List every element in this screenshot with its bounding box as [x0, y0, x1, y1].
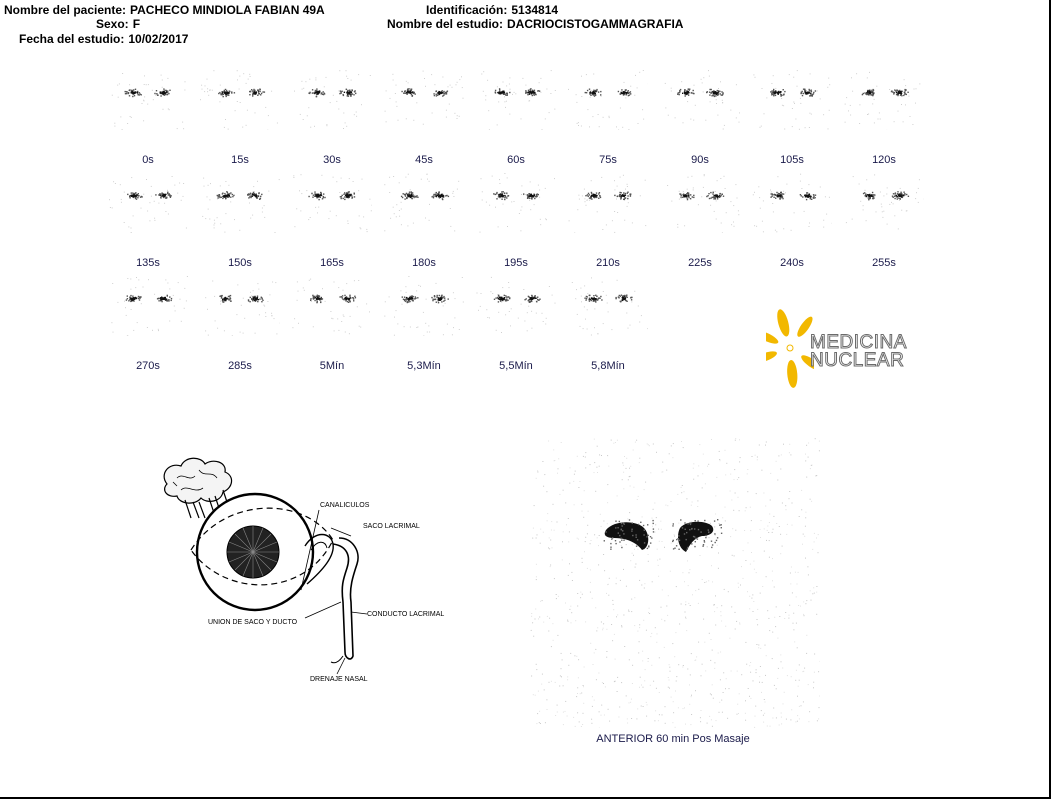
frame-time-label: 150s	[228, 257, 252, 269]
frame-time-label: 195s	[504, 257, 528, 269]
frame-time-label: 5,8Mín	[591, 360, 625, 372]
frame-time-label: 5Mín	[319, 360, 345, 372]
frame-time-label: 165s	[320, 257, 344, 269]
label-saco-lacrimal: SACO LACRIMAL	[363, 523, 420, 530]
frame-scan-image	[752, 173, 832, 233]
sex-value: F	[132, 17, 141, 31]
frame-scan-image	[108, 173, 188, 233]
frame-time-label: 105s	[780, 154, 804, 166]
frame-thumbnail	[108, 173, 188, 269]
identification-row	[426, 3, 558, 17]
frame-time-label: 285s	[228, 360, 252, 372]
study-name-value: DACRIOCISTOGAMMAGRAFIA	[507, 17, 684, 31]
frame-thumbnail	[660, 173, 740, 269]
frame-time-label: 180s	[412, 257, 436, 269]
scan-caption: ANTERIOR 60 min Pos Masaje	[596, 733, 750, 745]
label-union-saco-ducto: UNION DE SACO Y DUCTO	[208, 619, 298, 626]
frame-thumbnail	[384, 276, 464, 372]
sex-label: Sexo:	[96, 17, 129, 31]
study-date-value: 10/02/2017	[128, 32, 189, 46]
frame-scan-image	[384, 70, 464, 130]
frame-time-label: 60s	[507, 154, 525, 166]
frame-scan-image	[660, 70, 740, 130]
medicina-nuclear-logo	[766, 308, 926, 394]
frame-thumbnail	[660, 70, 740, 166]
frame-thumbnail	[292, 70, 372, 166]
frame-thumbnail	[476, 173, 556, 269]
frame-scan-image	[292, 276, 372, 336]
frame-thumbnail	[200, 70, 280, 166]
logo-text-line2: NUCLEAR	[810, 350, 905, 371]
frame-scan-image	[108, 70, 188, 130]
label-drenaje-nasal: DRENAJE NASAL	[310, 676, 368, 683]
frame-thumbnail	[752, 70, 832, 166]
frame-time-label: 5,3Mín	[407, 360, 441, 372]
study-name-row	[387, 17, 683, 31]
frame-scan-image	[568, 70, 648, 130]
frame-scan-image	[200, 173, 280, 233]
frame-scan-image	[384, 173, 464, 233]
frame-thumbnail	[568, 173, 648, 269]
frame-time-label: 0s	[142, 154, 154, 166]
frame-time-label: 5,5Mín	[499, 360, 533, 372]
frame-time-label: 210s	[596, 257, 620, 269]
page-border-bottom	[0, 797, 1051, 799]
frame-scan-image	[476, 276, 556, 336]
frame-time-label: 45s	[415, 154, 433, 166]
patient-name-row	[4, 3, 325, 17]
sex-row	[96, 17, 140, 31]
frame-thumbnail	[844, 173, 924, 269]
page-border-right	[1049, 0, 1051, 798]
anterior-scan-drawing	[530, 438, 820, 728]
study-date-label: Fecha del estudio:	[19, 32, 125, 46]
frame-scan-image	[200, 70, 280, 130]
sunflower-icon	[766, 308, 814, 394]
frame-time-label: 75s	[599, 154, 617, 166]
frame-thumbnail	[752, 173, 832, 269]
frame-scan-image	[384, 276, 464, 336]
frame-time-label: 240s	[780, 257, 804, 269]
frame-time-label: 135s	[136, 257, 160, 269]
frame-thumbnail	[476, 276, 556, 372]
study-date-row	[19, 32, 188, 46]
frame-scan-image	[292, 173, 372, 233]
logo-text-line1: MEDICINA	[810, 332, 907, 353]
identification-value: 5134814	[511, 3, 559, 17]
lacrimal-activity	[605, 522, 714, 552]
frame-scan-image	[844, 70, 924, 130]
frame-time-label: 120s	[872, 154, 896, 166]
frame-thumbnail	[568, 276, 648, 372]
frame-scan-image	[108, 276, 188, 336]
frame-thumbnail	[200, 173, 280, 269]
frame-thumbnail	[568, 70, 648, 166]
frame-time-label: 90s	[691, 154, 709, 166]
frame-thumbnail	[384, 173, 464, 269]
eye-anatomy-drawing	[155, 452, 465, 692]
frame-thumbnail	[384, 70, 464, 166]
frame-scan-image	[476, 173, 556, 233]
frame-thumbnail	[292, 173, 372, 269]
frame-time-label: 225s	[688, 257, 712, 269]
label-canaliculos: CANALICULOS	[320, 502, 370, 509]
frame-thumbnail	[292, 276, 372, 372]
frame-thumbnail	[108, 276, 188, 372]
patient-name-value: PACHECO MINDIOLA FABIAN 49A	[130, 3, 325, 17]
lacrimal-anatomy-diagram	[155, 452, 465, 692]
patient-name-label: Nombre del paciente:	[4, 3, 127, 17]
frame-scan-image	[660, 173, 740, 233]
identification-label: Identificación:	[426, 3, 508, 17]
frame-scan-image	[568, 276, 648, 336]
frame-scan-image	[752, 70, 832, 130]
frame-scan-image	[844, 173, 924, 233]
frame-scan-image	[292, 70, 372, 130]
frame-thumbnail	[108, 70, 188, 166]
frame-scan-image	[200, 276, 280, 336]
frame-thumbnail	[200, 276, 280, 372]
study-name-label: Nombre del estudio:	[387, 17, 504, 31]
anterior-scan-image	[530, 438, 820, 728]
frame-time-label: 15s	[231, 154, 249, 166]
label-conducto-lacrimal: CONDUCTO LACRIMAL	[367, 611, 445, 618]
frame-thumbnail	[476, 70, 556, 166]
frame-time-label: 30s	[323, 154, 341, 166]
frame-thumbnail	[844, 70, 924, 166]
frame-scan-image	[476, 70, 556, 130]
frame-time-label: 255s	[872, 257, 896, 269]
frame-time-label: 270s	[136, 360, 160, 372]
frame-scan-image	[568, 173, 648, 233]
